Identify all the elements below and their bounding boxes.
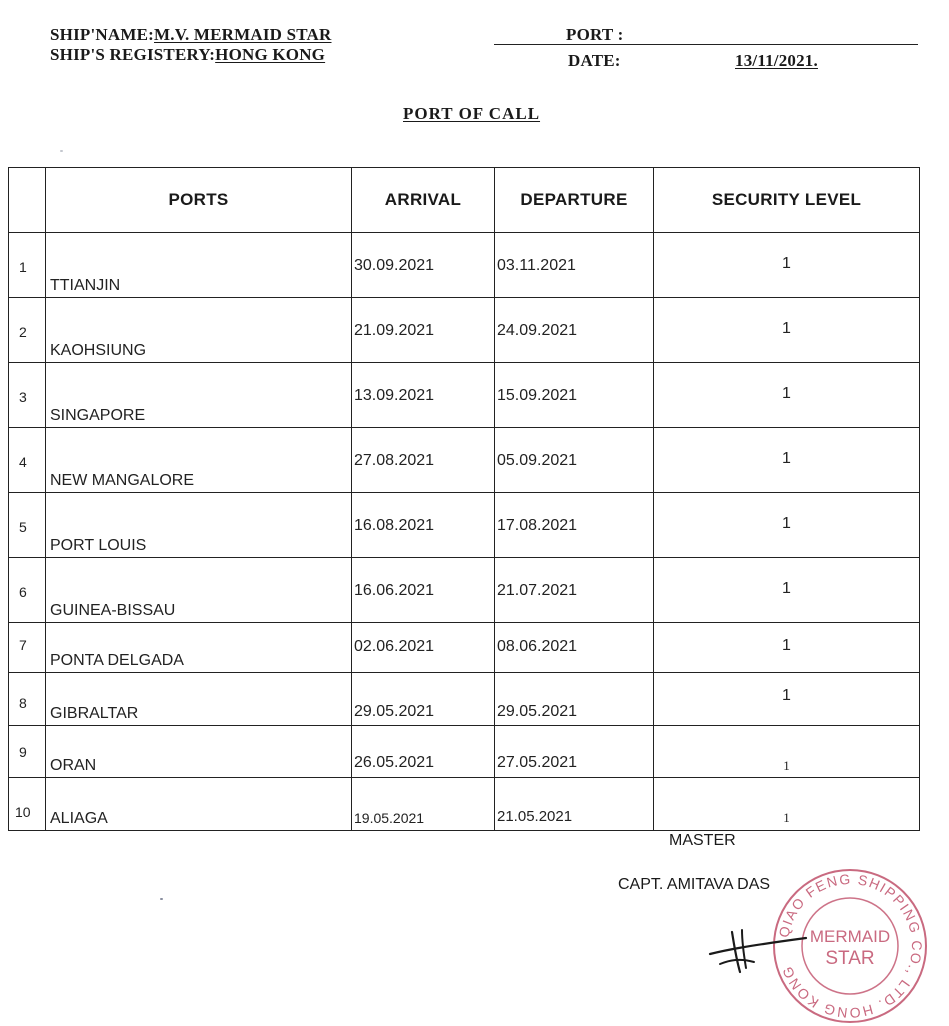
departure-date: 24.09.2021 (497, 322, 578, 339)
row-number: 3 (19, 389, 27, 405)
port-name: GIBRALTAR (50, 705, 139, 722)
port-name: PONTA DELGADA (50, 652, 184, 669)
arrival-date: 27.08.2021 (354, 452, 435, 469)
arrival-cell (352, 673, 495, 726)
row-number-cell (9, 298, 46, 363)
security-level: 1 (782, 255, 791, 272)
row-number-cell (9, 726, 46, 778)
column-header-arrival: ARRIVAL (352, 168, 495, 233)
port-cell (46, 298, 352, 363)
scan-speck (60, 150, 63, 152)
departure-date: 17.08.2021 (497, 517, 578, 534)
table-row (9, 233, 920, 298)
departure-cell (495, 428, 654, 493)
departure-date: 05.09.2021 (497, 452, 578, 469)
departure-cell (495, 363, 654, 428)
row-number: 5 (19, 519, 27, 535)
port-cell (46, 623, 352, 673)
security-level-cell (654, 623, 920, 673)
arrival-date: 16.06.2021 (354, 582, 435, 599)
security-level-cell (654, 428, 920, 493)
scan-speck (160, 898, 163, 900)
departure-date: 27.05.2021 (497, 754, 578, 771)
table-row (9, 428, 920, 493)
row-number: 7 (19, 637, 27, 653)
port-name: TTIANJIN (50, 277, 121, 294)
departure-date: 03.11.2021 (497, 257, 576, 274)
row-number: 1 (19, 259, 27, 275)
security-level: 1 (782, 320, 791, 337)
table-row (9, 726, 920, 778)
master-label: MASTER (669, 832, 736, 849)
arrival-date: 29.05.2021 (354, 703, 435, 720)
row-number-cell (9, 233, 46, 298)
column-header-ports: PORTS (46, 168, 352, 233)
security-level: 1 (782, 637, 791, 654)
signature (706, 924, 816, 976)
table-row (9, 623, 920, 673)
row-number-cell (9, 673, 46, 726)
row-number: 10 (15, 804, 31, 820)
registry-label: SHIP'S REGISTERY: (50, 45, 216, 64)
security-level: 1 (782, 450, 791, 467)
arrival-cell (352, 428, 495, 493)
departure-cell (495, 726, 654, 778)
arrival-cell (352, 298, 495, 363)
row-number-cell (9, 778, 46, 831)
table-row (9, 298, 920, 363)
table-row (9, 363, 920, 428)
table-row (9, 778, 920, 831)
security-level-cell (654, 778, 920, 831)
stamp-center-line1: MERMAID (809, 927, 891, 946)
row-number: 6 (19, 584, 27, 600)
port-cell (46, 233, 352, 298)
row-number-cell (9, 623, 46, 673)
arrival-cell (352, 623, 495, 673)
row-number: 9 (19, 744, 27, 760)
date-value: 13/11/2021. (735, 51, 818, 70)
arrival-date: 02.06.2021 (354, 638, 435, 655)
departure-cell (495, 673, 654, 726)
security-level: 1 (782, 580, 791, 597)
arrival-date: 26.05.2021 (354, 754, 435, 771)
port-cell (46, 363, 352, 428)
security-level-cell (654, 493, 920, 558)
column-header-departure: DEPARTURE (495, 168, 654, 233)
departure-cell (495, 778, 654, 831)
port-name: ORAN (50, 757, 97, 774)
ship-name-label: SHIP'NAME: (50, 25, 154, 44)
security-level: 1 (783, 758, 790, 773)
stamp-center-line2: STAR (825, 948, 875, 969)
security-level-cell (654, 298, 920, 363)
port-name: PORT LOUIS (50, 537, 147, 554)
departure-date: 15.09.2021 (497, 387, 578, 404)
departure-date: 08.06.2021 (497, 638, 578, 655)
row-number-cell (9, 558, 46, 623)
registry-value: HONG KONG (215, 45, 326, 64)
security-level-cell (654, 363, 920, 428)
port-cell (46, 726, 352, 778)
port-cell (46, 493, 352, 558)
security-level: 1 (782, 515, 791, 532)
column-header-security-level: SECURITY LEVEL (654, 168, 920, 233)
departure-cell (495, 558, 654, 623)
arrival-cell (352, 726, 495, 778)
port-of-call-table (8, 167, 920, 831)
security-level: 1 (782, 687, 791, 704)
port-name: SINGAPORE (50, 407, 146, 424)
arrival-cell (352, 558, 495, 623)
column-header-number (9, 168, 46, 233)
departure-cell (495, 298, 654, 363)
departure-date: 21.05.2021 (497, 808, 573, 825)
port-cell (46, 778, 352, 831)
departure-date: 21.07.2021 (497, 582, 578, 599)
arrival-date: 19.05.2021 (354, 810, 425, 826)
page-title: PORT OF CALL (403, 104, 541, 123)
port-name: ALIAGA (50, 810, 108, 827)
port-cell (46, 673, 352, 726)
departure-date: 29.05.2021 (497, 703, 578, 720)
security-level-cell (654, 726, 920, 778)
stamp-ring-text: QIAO FENG SHIPPING CO., LTD. HONG KONG (775, 870, 926, 1022)
port-name: KAOHSIUNG (50, 342, 147, 359)
ship-registry-line (50, 45, 325, 65)
port-label: PORT : (566, 25, 624, 44)
port-name: GUINEA-BISSAU (50, 602, 176, 619)
departure-cell (495, 623, 654, 673)
security-level-cell (654, 233, 920, 298)
row-number: 4 (19, 454, 27, 470)
row-number: 8 (19, 695, 27, 711)
port-cell (46, 428, 352, 493)
departure-cell (495, 233, 654, 298)
port-cell (46, 558, 352, 623)
security-level: 1 (782, 385, 791, 402)
arrival-cell (352, 363, 495, 428)
security-level-cell (654, 673, 920, 726)
security-level: 1 (783, 810, 790, 825)
arrival-date: 16.08.2021 (354, 517, 435, 534)
port-name: NEW MANGALORE (50, 472, 195, 489)
arrival-date: 13.09.2021 (354, 387, 435, 404)
table-row (9, 493, 920, 558)
date-label: DATE: (568, 51, 621, 70)
row-number: 2 (19, 324, 27, 340)
port-underline (494, 44, 918, 45)
row-number-cell (9, 493, 46, 558)
row-number-cell (9, 363, 46, 428)
ship-name-line (50, 25, 332, 45)
table-header-row (9, 168, 920, 233)
arrival-date: 30.09.2021 (354, 257, 435, 274)
table-row (9, 558, 920, 623)
arrival-cell (352, 233, 495, 298)
departure-cell (495, 493, 654, 558)
arrival-date: 21.09.2021 (354, 322, 435, 339)
table-row (9, 673, 920, 726)
row-number-cell (9, 428, 46, 493)
ship-name-value: M.V. MERMAID STAR (154, 25, 332, 44)
security-level-cell (654, 558, 920, 623)
arrival-cell (352, 493, 495, 558)
captain-name: CAPT. AMITAVA DAS (618, 876, 771, 893)
arrival-cell (352, 778, 495, 831)
